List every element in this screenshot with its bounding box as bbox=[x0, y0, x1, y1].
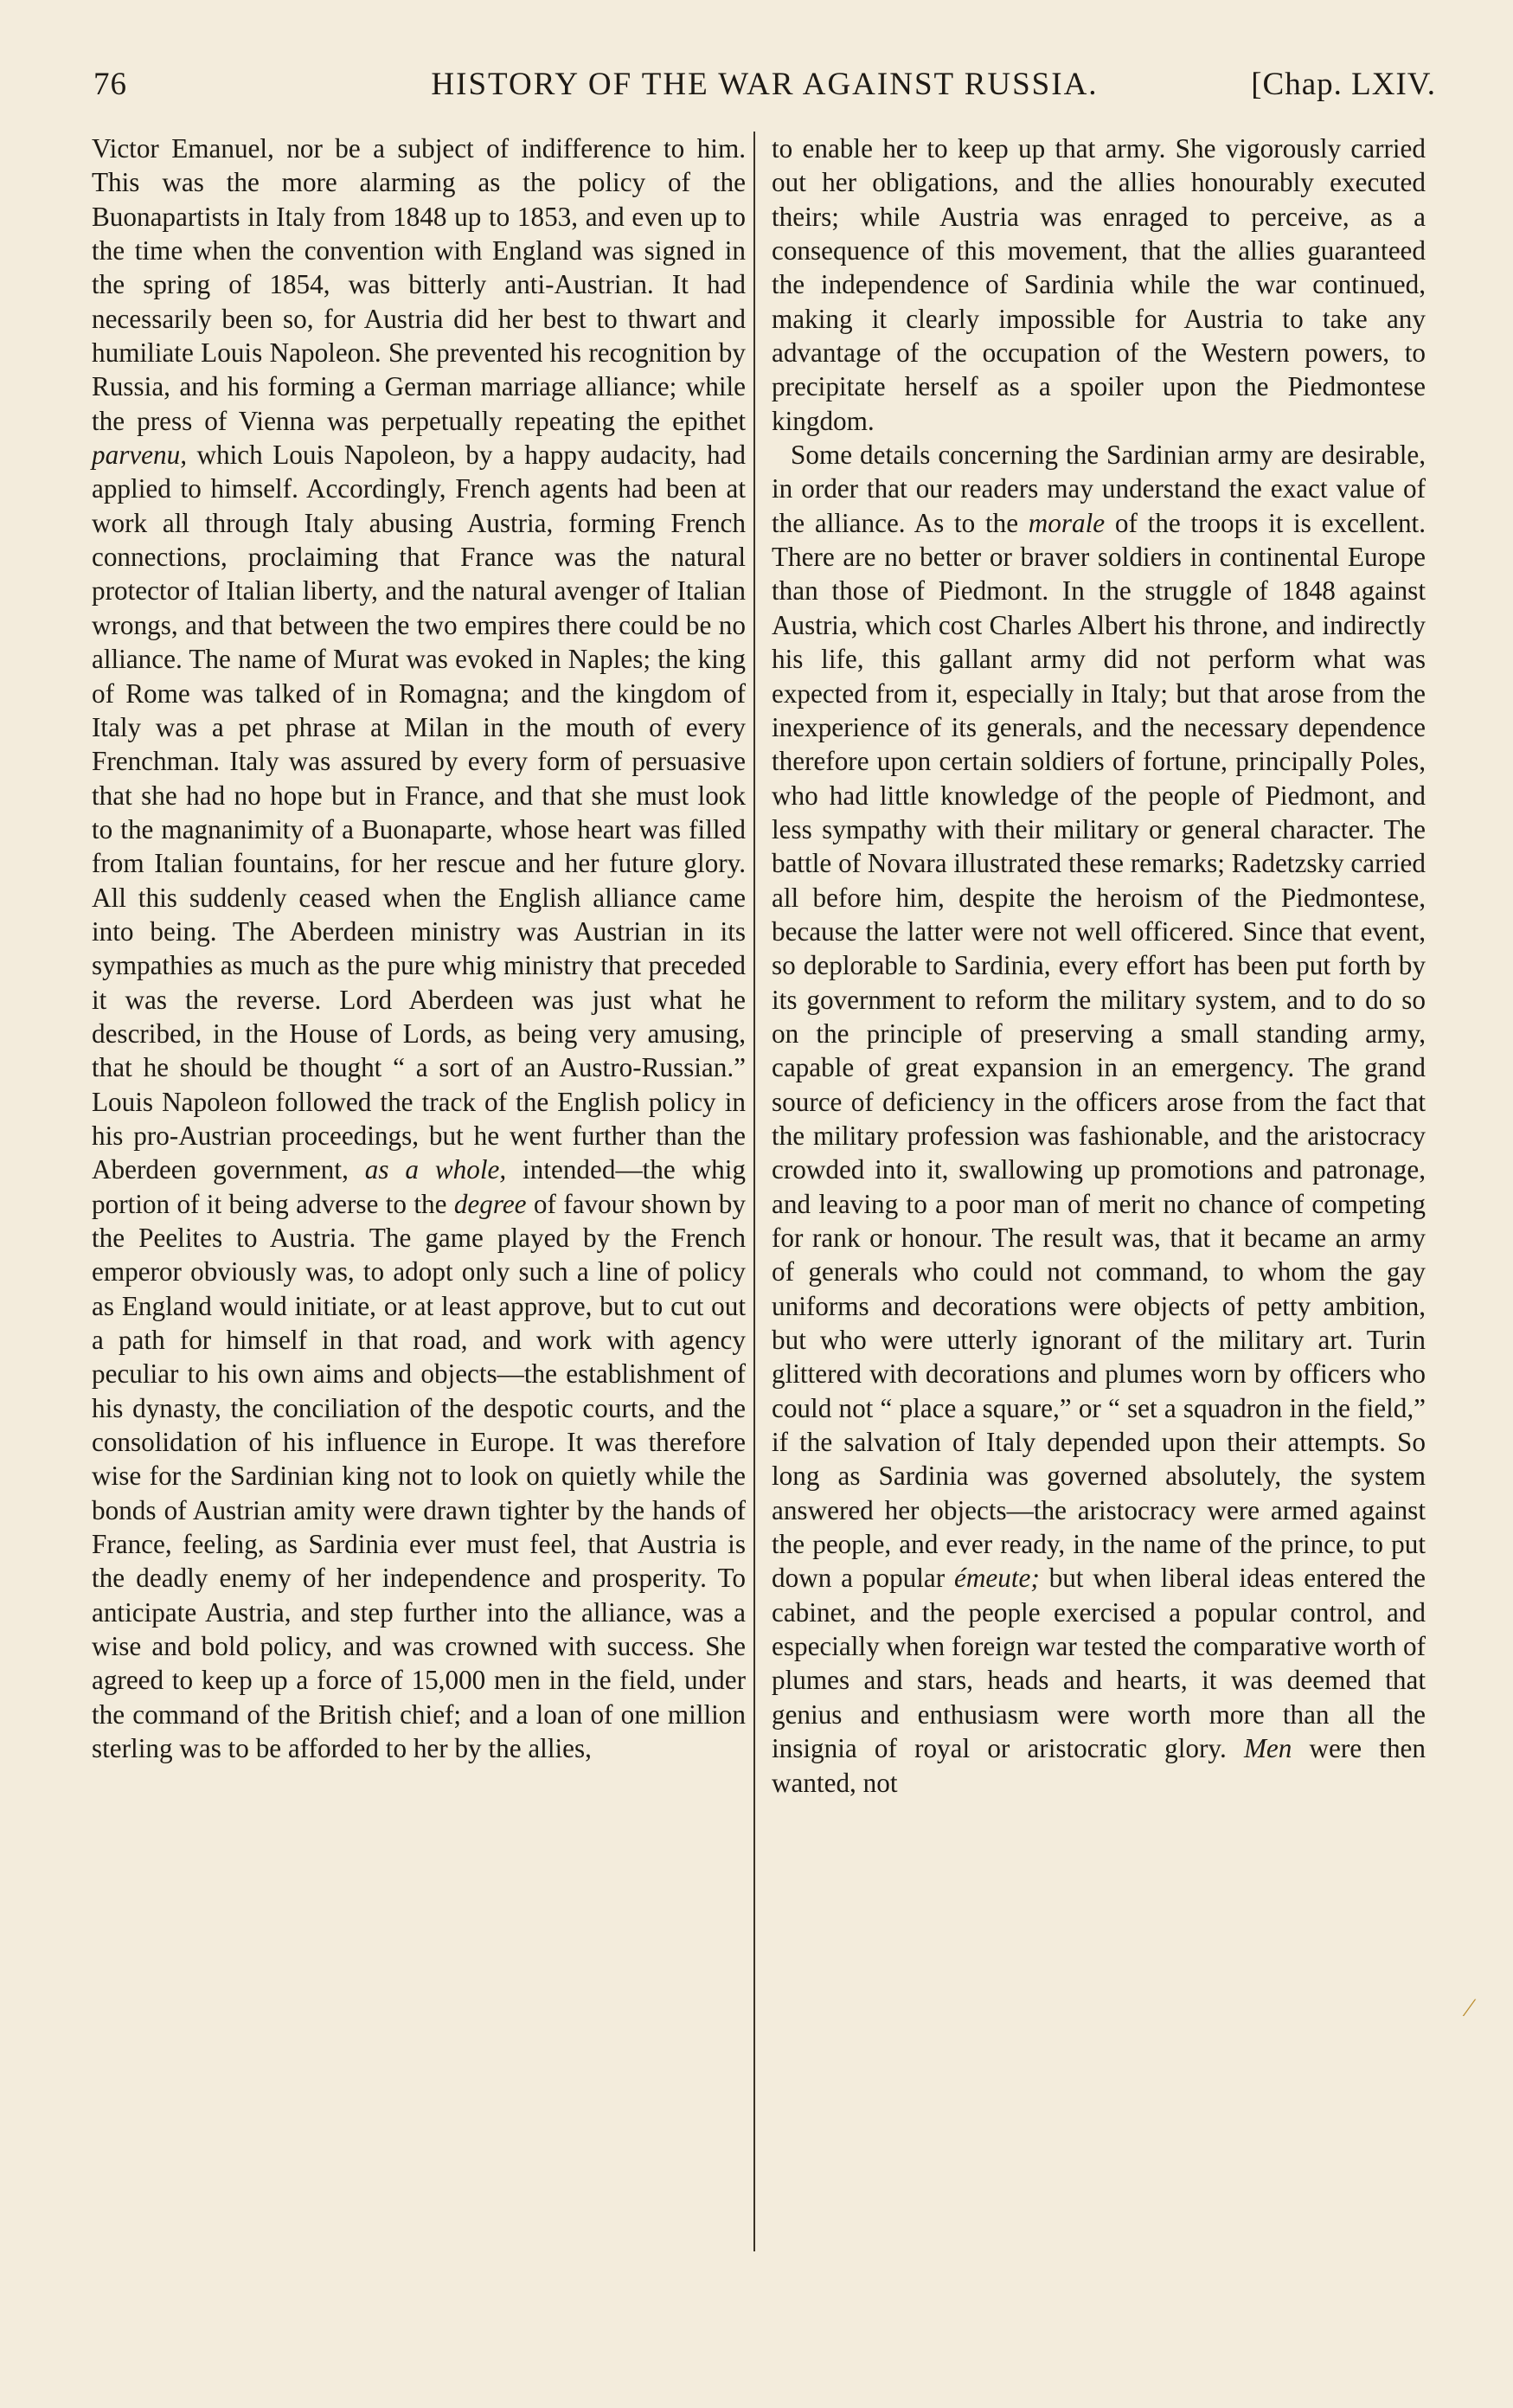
running-title: HISTORY OF THE WAR AGAINST RUSSIA. bbox=[431, 67, 1099, 102]
chapter-label: [Chap. LXIV. bbox=[1251, 67, 1436, 102]
column-divider bbox=[753, 132, 755, 2251]
text-run: but when liberal ideas entered the cabinet, and the people exercised a popular control, and especially when foreign war tested the comparative worth of plumes and stars, heads and hearts, it was deemed that genius and enthusiasm were worth more than all the insignia of royal or aristocratic glory. bbox=[772, 1563, 1426, 1764]
text-run: were then wanted, not bbox=[772, 1733, 1426, 1798]
margin-mark: ⁄ bbox=[1467, 1994, 1472, 2022]
left-column bbox=[92, 132, 746, 2260]
text-run: Some details concerning the Sardinian army are desirable, in order that our readers may understand the exact value of the alliance. As to the bbox=[772, 440, 1426, 538]
text-run: which Louis Napoleon, by a happy audacity, had applied to himself. Accordingly, French agents had been at work all through Italy abusing Austria, forming French connections, proclaiming that France was the natural protector of Italian liberty, and the natural avenger of Italian wrongs, and that between the two empires there could be no alliance. The name of Murat was evoked in Naples; the king of Rome was talked of in Romagna; and the kingdom of Italy was a pet phrase at Milan in the mouth of every Frenchman. Italy was assured by every form of persuasive that she had no hope but in France, and that she must look to the magnanimity of a Buonaparte, whose heart was filled from Italian fountains, for her rescue and her future glory. All this suddenly ceased when the English alliance came into being. The Aberdeen ministry was Austrian in its sympathies as much as the pure whig ministry that preceded it was the reverse. Lord Aberdeen was just what he described, in the House of Lords, as being very amusing, that he should be thought “ a sort of an Austro-Russian.” Louis Napoleon followed the track of the English policy in his pro-Austrian proceedings, but he went further than the Aberdeen government, bbox=[92, 440, 746, 1185]
page-number: 76 bbox=[93, 67, 127, 102]
text-run: of the troops it is excellent. There are no better or braver soldiers in continental Europe than those of Piedmont. In the struggle of 1848 against Austria, which cost Charles Albert his throne, and indirectly his life, this gallant army did not perform what was expected from it, especially in Italy; but that arose from the inexperience of its generals, and the necessary dependence therefore upon certain soldiers of fortune, principally Poles, who had little knowledge of the people of Piedmont, and less sympathy with their military or general character. The battle of Novara illustrated these remarks; Radetzsky carried all before him, despite the heroism of the Piedmontese, because the latter were not well officered. Since that event, so deplorable to Sardinia, every effort has been put forth by its government to reform the military system, and to do so on the principle of preserving a small standing army, capable of great expansion in an emergency. The grand source of deficiency in the officers arose from the fact that the military profession was fashionable, and the aristocracy crowded into it, swallowing up promotions and patronage, and leaving to a poor man of merit no chance of competing for rank or honour. The result was, that it became an army of generals who could not command, to whom the gay uniforms and decorations were objects of petty ambition, but who were utterly ignorant of the military art. Turin glittered with decorations and plumes worn by officers who could not “ place a square,” or “ set a squadron in the field,” if the salvation of Italy depended upon their attempts. So long as Sardinia was governed absolutely, the system answered her objects—the aristocracy were armed against the people, and ever ready, in the name of the prince, to put down a popular bbox=[772, 507, 1426, 1594]
italic-text: as a whole, bbox=[364, 1154, 507, 1185]
paragraph bbox=[92, 132, 746, 1766]
text-run: intended—the whig portion of it being adverse to the bbox=[92, 1154, 747, 1219]
italic-text: degree bbox=[453, 1188, 527, 1219]
text-run: of favour shown by the Peelites to Austria. The game played by the French emperor obviously was, to adopt only such a line of policy as England would initiate, or at least approve, but to cut out a path for himself in that road, and work with agency peculiar to his own aims and objects—the establishment of his dynasty, the conciliation of the despotic courts, and the consolidation of his influence in Europe. It was therefore wise for the Sardinian king not to look on quietly while the bonds of Austrian amity were drawn tighter by the hands of France, feeling, as Sardinia ever must feel, that Austria is the deadly enemy of her independence and prosperity. To anticipate Austria, and step further into the alliance, was a wise and bold policy, and was crowned with success. She agreed to keep up a force of 15,000 men in the field, under the command of the British chief; and a loan of one million sterling was to be afforded to her by the allies, bbox=[92, 1188, 746, 1764]
running-header bbox=[93, 57, 1436, 109]
text-run: Victor Emanuel, nor be a subject of indifference to him. This was the more alarming as the policy of the Buonapartists in Italy from 1848 up to 1853, and even up to the time when the convention with England was signed in the spring of 1854, was bitterly anti-Austrian. It had necessarily been so, for Austria did her best to thwart and humiliate Louis Napoleon. She prevented his recognition by Russia, and his forming a German marriage alliance; while the press of Vienna was perpetually repeating the epithet bbox=[92, 133, 746, 436]
paragraph: to enable her to keep up that army. She vigorously carried out her obligations, and the allies honourably executed theirs; while Austria was enraged to perceive, as a consequence of this movement, that the allies guaranteed the independence of Sardinia while the war continued, making it clearly impossible for Austria to take any advantage of the occupation of the Western powers, to precipitate herself as a spoiler upon the Piedmontese kingdom. bbox=[772, 133, 1426, 436]
italic-text: parvenu, bbox=[92, 440, 187, 471]
right-column bbox=[772, 132, 1426, 2260]
italic-text: émeute; bbox=[954, 1563, 1040, 1594]
paragraph bbox=[772, 438, 1426, 1800]
italic-text: morale bbox=[1028, 507, 1106, 538]
italic-text: Men bbox=[1243, 1733, 1292, 1764]
